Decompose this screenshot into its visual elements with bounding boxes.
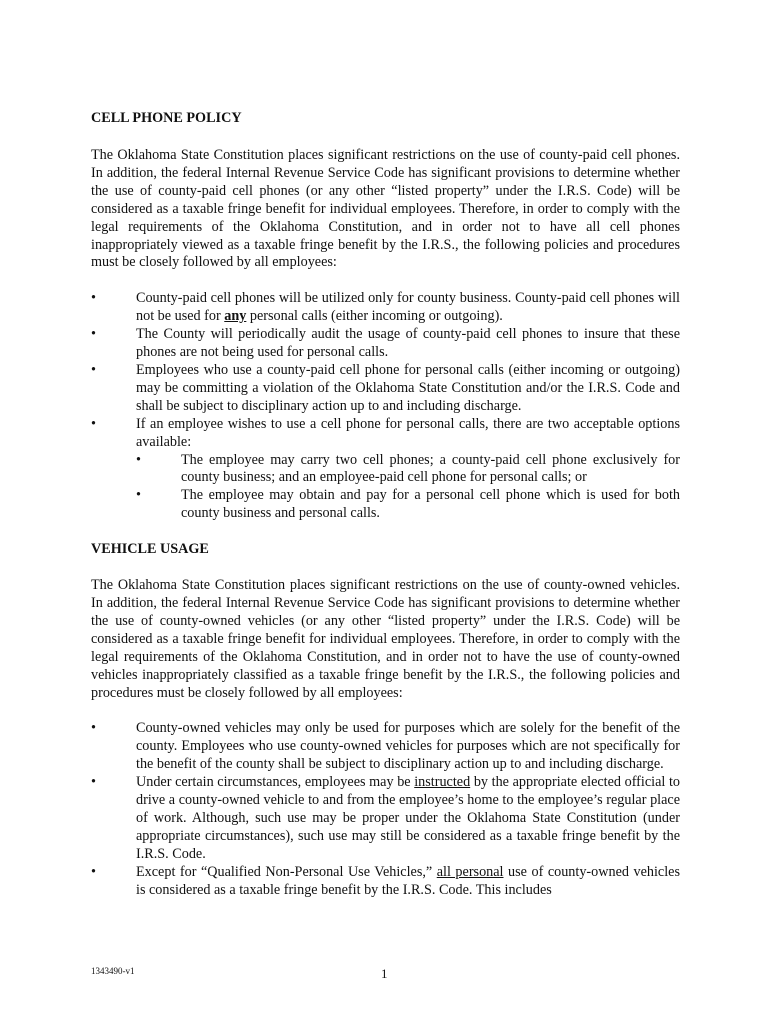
list-item xyxy=(91,290,680,326)
bullet-text: County-paid cell phones will be utilized only for county business. County-paid cell phones will not be used for xyxy=(136,290,680,325)
list-item xyxy=(91,720,680,774)
vehicle-bullet-list xyxy=(91,720,680,899)
bullet-text: The employee may carry two cell phones; a county-paid cell phone exclusively for county business; and an employee-paid cell phone for personal calls; or xyxy=(181,451,680,486)
bullet-icon: • xyxy=(91,415,96,432)
vehicle-usage-heading: VEHICLE USAGE xyxy=(91,541,209,558)
list-item xyxy=(91,362,680,416)
cell-phone-options-list xyxy=(136,452,680,524)
cell-phone-policy-heading: CELL PHONE POLICY xyxy=(91,110,242,126)
bullet-icon: • xyxy=(91,290,96,307)
list-item xyxy=(91,774,680,864)
bullet-icon: • xyxy=(91,774,96,791)
page-number: 1 xyxy=(381,966,388,981)
bullet-icon: • xyxy=(136,487,141,504)
document-page xyxy=(91,110,680,900)
bullet-text: use of county-owned vehicles is considered as a taxable fringe benefit by the I.R.S. Code. This includes xyxy=(136,863,680,898)
cell-phone-bullet-list xyxy=(91,290,680,523)
document-id: 1343490-v1 xyxy=(91,966,135,976)
bullet-icon: • xyxy=(91,326,96,343)
bullet-text: personal calls (either incoming or outgoing). xyxy=(246,308,503,325)
bullet-text: Under certain circumstances, employees may be xyxy=(136,774,415,791)
list-item xyxy=(91,864,680,900)
bullet-text: Employees who use a county-paid cell phone for personal calls (either incoming or outgoing) may be committing a violation of the Oklahoma State Constitution and/or the I.R.S. Code and shall be subject to disciplinary action up to and including discharge. xyxy=(136,361,680,414)
bullet-icon: • xyxy=(91,863,96,880)
bullet-icon: • xyxy=(91,361,96,378)
bullet-text: If an employee wishes to use a cell phone for personal calls, there are two acceptable options available: xyxy=(136,415,680,450)
bullet-icon: • xyxy=(91,720,96,737)
emphasis-text: any xyxy=(224,308,247,325)
bullet-text: County-owned vehicles may only be used for purposes which are solely for the benefit of the county. Employees who use county-owned vehicles for purposes which are not specifically for the benefit of the county shall be subject to disciplinary action up to and including discharge. xyxy=(136,720,680,773)
bullet-text: by the appropriate elected official to drive a county-owned vehicle to and from the employee’s home to the employee’s regular place of work. Although, such use may be proper under the Oklahoma State Constitution (under appropriate circumstances), such use may still be considered as a taxable fringe benefit by the I.R.S. Code. xyxy=(136,774,680,862)
list-item xyxy=(136,452,680,488)
bullet-text: The employee may obtain and pay for a personal cell phone which is used for both county business and personal calls. xyxy=(181,487,680,522)
emphasis-text: instructed xyxy=(414,774,471,791)
bullet-icon: • xyxy=(136,451,141,468)
list-item xyxy=(91,416,680,523)
vehicle-intro-paragraph: The Oklahoma State Constitution places significant restrictions on the use of county-owned vehicles. In addition, the federal Internal Revenue Service Code has significant provisions to determine whether the use of county-owned vehicles (or any other “listed property” under the I.R.S. Code) will be considered as a taxable fringe benefit for individual employees. Therefore, in order to comply with the legal requirements of the Oklahoma Constitution, and in order not to have the use of county-owned vehicles inappropriately classified as a taxable fringe benefit by the I.R.S., the following policies and procedures must be closely followed by all employees: xyxy=(91,577,680,701)
list-item xyxy=(91,326,680,362)
bullet-text: Except for “Qualified Non-Personal Use Vehicles,” xyxy=(136,863,437,880)
cell-phone-intro-paragraph: The Oklahoma State Constitution places significant restrictions on the use of county-paid cell phones. In addition, the federal Internal Revenue Service Code has significant provisions to determine whether the use of county-paid cell phones (or any other “listed property” under the I.R.S. Code) will be considered as a taxable fringe benefit for individual employees. Therefore, in order to comply with the legal requirements of the Oklahoma Constitution, and in order not to have all cell phones inappropriately viewed as a taxable fringe benefit by the I.R.S., the following policies and procedures must be closely followed by all employees: xyxy=(91,147,680,271)
list-item xyxy=(136,487,680,523)
bullet-text: The County will periodically audit the usage of county-paid cell phones to insure that these phones are not being used for personal calls. xyxy=(136,326,680,361)
emphasis-text: all personal xyxy=(436,863,504,880)
